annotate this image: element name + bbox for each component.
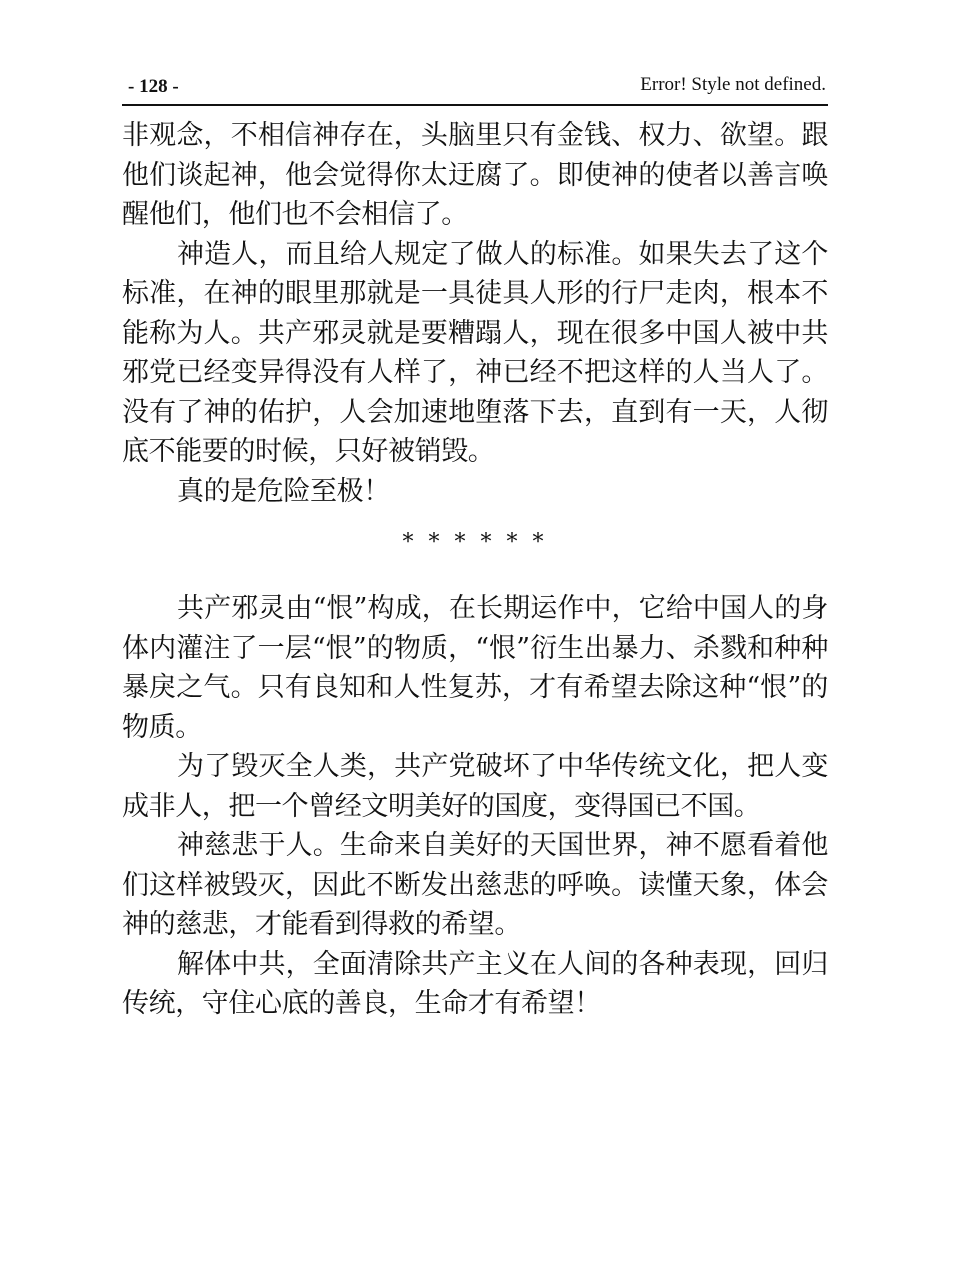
paragraph: 真的是危险至极！: [177, 475, 390, 507]
paragraph: 为了毁灭全人类，共产党破坏了中华传统文化，把人变成非人，把一个曾经文明美好的国度，变得国已不国。: [122, 751, 828, 822]
paragraph: 非观念，不相信神存在，头脑里只有金钱、权力、欲望。跟他们谈起神，他会觉得你太迂腐了。即使神的使者以善言唤醒他们，他们也不会相信了。: [122, 120, 828, 230]
section-separator: * * * * * *: [402, 530, 548, 555]
page-number: - 128 -: [128, 76, 179, 97]
paragraph: 神造人，而且给人规定了做人的标准。如果失去了这个标准，在神的眼里那就是一具徒具人形的行尸走肉，根本不能称为人。共产邪灵就是要糟蹋人，现在很多中国人被中共邪党已经变异得没有人样了，神已经不把这样的人当人了。没有了神的佑护，人会加速地堕落下去，直到有一天，人彻底不能要的时候，只好被销毁。: [122, 238, 828, 467]
running-title: Error! Style not defined.: [640, 74, 826, 95]
paragraph: 共产邪灵由“恨”构成，在长期运作中，它给中国人的身体内灌注了一层“恨”的物质，“恨”衍生出暴力、杀戮和种种暴戾之气。只有良知和人性复苏，才有希望去除这种“恨”的物质。: [122, 593, 828, 743]
paragraph: 神慈悲于人。生命来自美好的天国世界，神不愿看着他们这样被毁灭，因此不断发出慈悲的呼唤。读懂天象，体会神的慈悲，才能看到得救的希望。: [122, 830, 828, 940]
body-text: [122, 116, 828, 1024]
paragraph: 解体中共，全面清除共产主义在人间的各种表现，回归传统，守住心底的善良，生命才有希望！: [122, 948, 828, 1019]
page-header: [122, 70, 828, 106]
